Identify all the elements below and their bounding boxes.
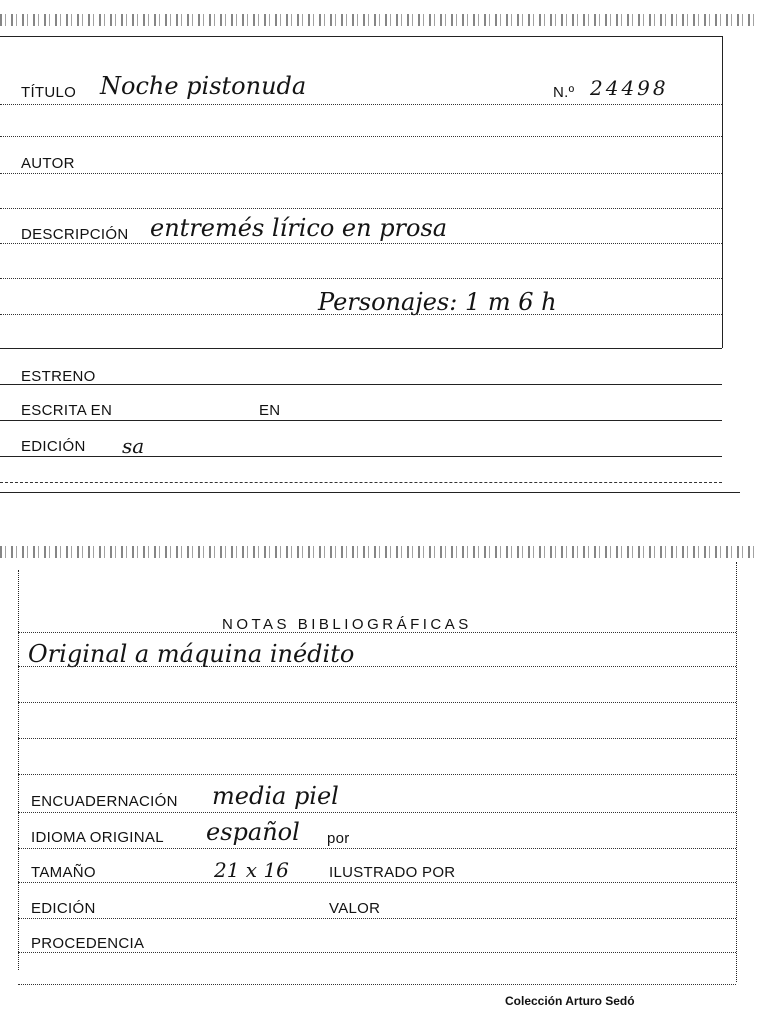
- encuadernacion-label: ENCUADERNACIÓN: [31, 793, 178, 810]
- en-label: EN: [259, 402, 281, 419]
- notas-value: Original a máquina inédito: [28, 640, 355, 668]
- rule-n2: [18, 666, 736, 667]
- descripcion-value: entremés lírico en prosa: [150, 214, 448, 242]
- titulo-value: Noche pistonuda: [100, 72, 307, 100]
- escrita-label: ESCRITA EN: [21, 402, 113, 419]
- edicion-value: sa: [122, 434, 145, 458]
- idioma-label: IDIOMA ORIGINAL: [31, 829, 164, 846]
- numero-value: 24498: [590, 76, 669, 100]
- rule-idioma: [18, 848, 736, 849]
- rule-n3: [18, 702, 736, 703]
- notas-label: NOTAS BIBLIOGRÁFICAS: [222, 616, 472, 633]
- rule-last: [18, 984, 736, 985]
- ilustrado-label: ILUSTRADO POR: [329, 864, 456, 881]
- procedencia-label: PROCEDENCIA: [31, 935, 145, 952]
- coleccion-footer: Colección Arturo Sedó: [505, 994, 635, 1008]
- personajes-value: Personajes: 1 m 6 h: [318, 288, 557, 316]
- idioma-value: español: [206, 818, 300, 846]
- rule-n5: [18, 774, 736, 775]
- rule-tamano: [18, 882, 736, 883]
- tamano-label: TAMAÑO: [31, 864, 96, 881]
- rule-n4: [18, 738, 736, 739]
- autor-label: AUTOR: [21, 155, 75, 172]
- encuadernacion-value: media piel: [212, 782, 339, 810]
- rule-encuad: [18, 812, 736, 813]
- tamano-value: 21 x 16: [214, 858, 289, 882]
- por-label: por: [327, 830, 350, 847]
- rule-procedencia: [18, 952, 736, 953]
- rule-n1: [18, 632, 736, 633]
- card2-left-border: [18, 570, 19, 970]
- descripcion-label: DESCRIPCIÓN: [21, 226, 129, 243]
- valor-label: VALOR: [329, 900, 381, 917]
- titulo-label: TÍTULO: [21, 84, 77, 101]
- edicion2-label: EDICIÓN: [31, 900, 96, 917]
- estreno-label: ESTRENO: [21, 368, 96, 385]
- numero-label: N.º: [553, 84, 575, 101]
- edicion-label: EDICIÓN: [21, 438, 86, 455]
- rule-edicion2: [18, 918, 736, 919]
- card2-right-border: [736, 562, 737, 982]
- card-bottom-edge: [0, 546, 759, 558]
